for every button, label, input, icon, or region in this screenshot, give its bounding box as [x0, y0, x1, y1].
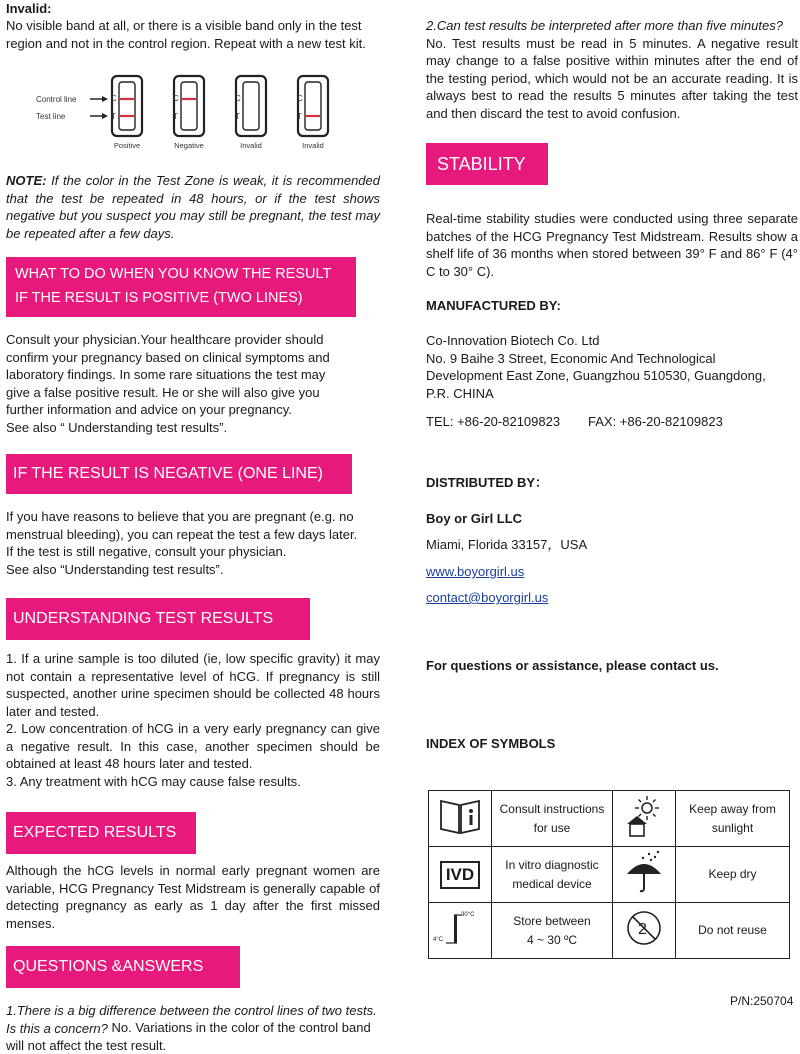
svg-text:Control line: Control line — [36, 95, 77, 104]
text-line: Consult your physician.Your healthcare provider should — [6, 332, 324, 347]
stability-banner: STABILITY — [426, 143, 548, 185]
text-line: See also “Understanding test results”. — [6, 561, 224, 577]
note-paragraph — [6, 172, 380, 242]
understanding-results-banner: UNDERSTANDING TEST RESULTS — [6, 598, 310, 640]
banner-line-positive: IF THE RESULT IS POSITIVE (TWO LINES) — [15, 290, 303, 306]
text-line: give a false positive result. He or she will also give you — [6, 384, 320, 400]
address-line: No. 9 Baihe 3 Street, Economic And Technological — [426, 350, 716, 366]
negative-result-banner: IF THE RESULT IS NEGATIVE (ONE LINE) — [6, 454, 352, 494]
text-line: further information and advice on your pregnancy. — [6, 402, 292, 417]
banner-line-what-to-do: WHAT TO DO WHEN YOU KNOW THE RESULT — [15, 266, 332, 282]
consult-instructions-icon — [429, 791, 492, 847]
cassette-label: Invalid — [240, 141, 262, 150]
ivd-label: In vitro diagnostic medical device — [492, 847, 613, 903]
svg-text:Test line: Test line — [36, 112, 66, 121]
svg-text:C: C — [111, 94, 117, 103]
svg-text:T: T — [297, 112, 302, 121]
text-line: If the test is still negative, consult your physician. — [6, 544, 287, 559]
consult-instructions-label: Consult instructions for use — [492, 791, 613, 847]
control-line-label — [36, 95, 108, 104]
svg-text:C: C — [173, 94, 179, 103]
understanding-text — [6, 650, 380, 790]
address-line: Co-Innovation Biotech Co. Ltd — [426, 333, 600, 348]
distributor-address: Miami, Florida 33157，USA — [426, 537, 588, 552]
note-text: If the color in the Test Zone is weak, it is recommended that the test be repeated in 48 hours, or if the test shows negative but you suspect you may still be pregnant, the test may be repeated after a few days. — [6, 173, 380, 241]
do-not-reuse-icon — [613, 903, 676, 959]
positive-result-banner — [6, 257, 356, 317]
text-line: If you have reasons to believe that you are pregnant (e.g. no — [6, 509, 354, 524]
manufacturer-tel: TEL: +86-20-82109823 — [426, 414, 561, 429]
answer-1-text: No. Variations in the color of the control band will not affect the test result. — [6, 1020, 371, 1053]
distributor-website-link[interactable]: www.boyorgirl.us — [426, 564, 525, 579]
do-not-reuse-label: Do not reuse — [676, 903, 790, 959]
question-1-line: Is this a concern? — [6, 1020, 108, 1036]
part-number: P/N:250704 — [730, 994, 794, 1008]
distributor-heading: DISTRIBUTED BY： — [426, 475, 549, 490]
keep-dry-label: Keep dry — [676, 847, 790, 903]
cassette-invalid-2 — [235, 76, 266, 150]
umbrella-icon — [613, 847, 676, 903]
svg-text:C: C — [235, 94, 241, 103]
svg-text:T: T — [111, 112, 116, 121]
text-line: menstrual bleeding), you can repeat the test a few days later. — [6, 526, 358, 542]
answer-2: No. Test results must be read in 5 minutes. A negative result may change to a false positive within minutes after the end of the testing period, which would not be an accurate reading. It is always best to read the results 5 minutes after taking the test and then discard the test to avoid confusion. — [426, 35, 798, 121]
distributor-name: Boy or Girl LLC — [426, 511, 523, 526]
symbols-table — [428, 790, 790, 959]
negative-text — [6, 508, 384, 578]
positive-text — [6, 331, 384, 436]
svg-text:T: T — [235, 112, 240, 121]
invalid-heading: Invalid: — [6, 1, 52, 16]
note-lead: NOTE: — [6, 173, 47, 188]
cassette-label: Negative — [174, 141, 204, 150]
storage-temperature-label: Store between 4 ~ 30 ºC — [492, 903, 613, 959]
test-line-label — [36, 112, 108, 121]
cassette-invalid-3 — [297, 76, 328, 150]
text-line: confirm your pregnancy based on clinical symptoms and — [6, 349, 330, 365]
symbols-heading: INDEX OF SYMBOLS — [426, 736, 556, 751]
expected-results-banner: EXPECTED RESULTS — [6, 812, 196, 854]
stability-text: Real-time stability studies were conducted using three separate batches of the HCG Pregnancy Test Midstream. Results show a shelf life of 36 months when stored between 39° F and 86° F (4° C to 30° C). — [426, 211, 798, 279]
address-line: Development East Zone, Guangzhou 510530, Guangdong, — [426, 368, 766, 383]
invalid-text: No visible band at all, or there is a visible band only in the test region and not in the control region. Repeat with a new test kit. — [6, 18, 366, 51]
understanding-item: 2. Low concentration of hCG in a very early pregnancy can give a negative result. In this case, another specimen should be obtained at least 48 hours later and tested. — [6, 721, 380, 771]
svg-text:30°C: 30°C — [461, 911, 475, 918]
text-line: See also “ Understanding test results”. — [6, 419, 228, 435]
svg-text:4°C: 4°C — [433, 936, 444, 943]
expected-text: Although the hCG levels in normal early pregnant women are variable, HCG Pregnancy Test Midstream is generally capable of detecting pregnancy as early as 1 day after the first missed menses. — [6, 863, 380, 931]
question-1-line: 1.There is a big difference between the control lines of two tests. — [6, 1003, 377, 1018]
questions-answers-banner: QUESTIONS &ANSWERS — [6, 946, 240, 988]
text-line: laboratory findings. In some rare situations the test may — [6, 367, 326, 382]
contact-note: For questions or assistance, please contact us. — [426, 658, 719, 673]
qa-2 — [426, 17, 798, 122]
understanding-item: 3. Any treatment with hCG may cause false results. — [6, 773, 301, 789]
svg-text:T: T — [173, 112, 178, 121]
cassette-positive-0 — [111, 76, 142, 150]
svg-text:2: 2 — [638, 920, 647, 938]
temperature-limit-icon — [429, 903, 492, 959]
answer-1 — [6, 1019, 390, 1054]
svg-text:C: C — [297, 94, 303, 103]
manufacturer-address — [426, 332, 798, 402]
sunlight-label: Keep away from sunlight — [676, 791, 790, 847]
cassette-label: Invalid — [302, 141, 324, 150]
result-diagram — [30, 70, 350, 154]
manufacturer-fax: FAX: +86-20-82109823 — [588, 414, 723, 429]
manufacturer-heading: MANUFACTURED BY: — [426, 298, 561, 313]
question-2: 2.Can test results be interpreted after more than five minutes? — [426, 18, 783, 33]
cassette-negative-1 — [173, 76, 204, 150]
ivd-icon: IVD — [429, 847, 492, 903]
cassette-label: Positive — [113, 141, 141, 150]
understanding-item: 1. If a urine sample is too diluted (ie, low specific gravity) it may not contain a representative level of hCG. If pregnancy is still suspected, another urine specimen should be collected 48 hours later and tested. — [6, 651, 380, 719]
address-line: P.R. CHINA — [426, 385, 494, 401]
distributor-email-link[interactable]: contact@boyorgirl.us — [426, 590, 549, 605]
sunlight-icon — [613, 791, 676, 847]
